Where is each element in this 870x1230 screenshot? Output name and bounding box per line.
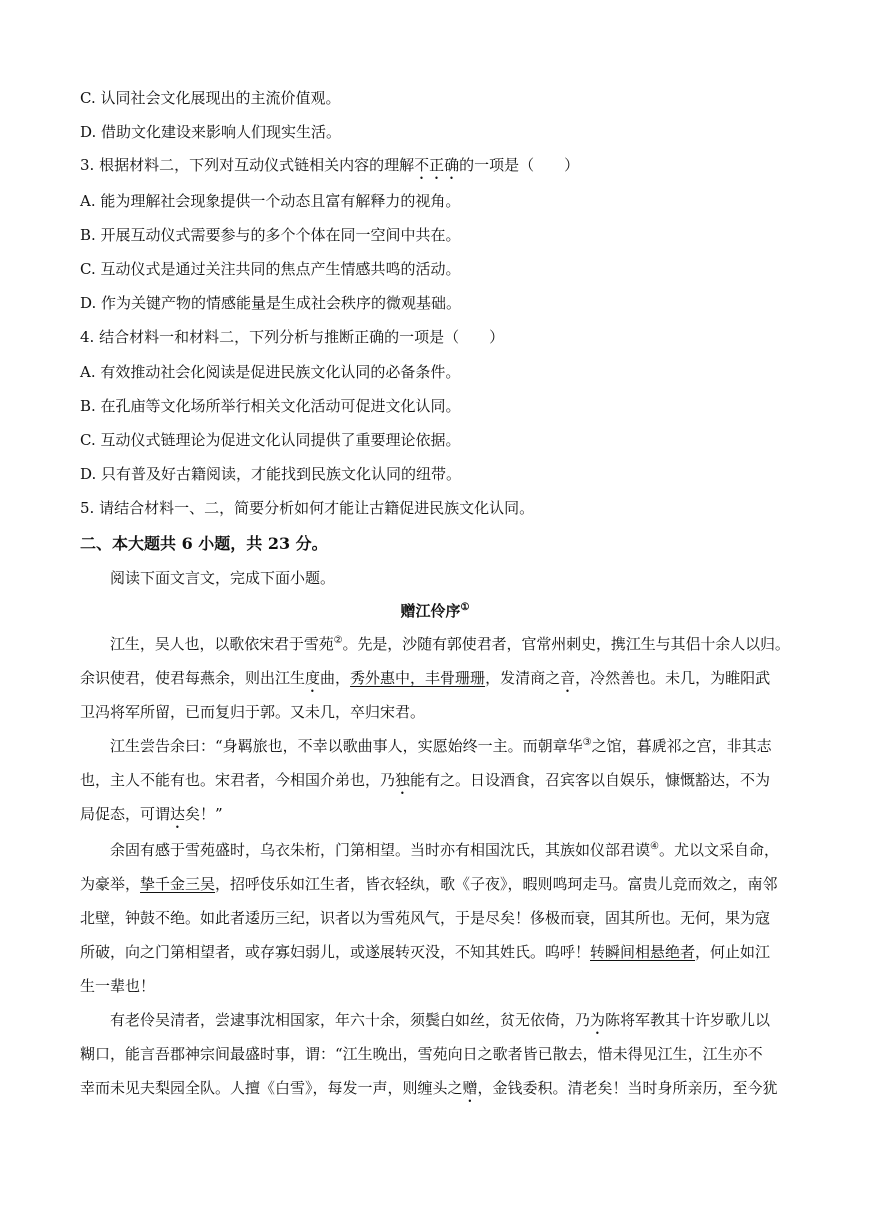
question-4-stem: 4. 结合材料一和材料二，下列分析与推断正确的一项是（ ）: [80, 328, 505, 346]
question-5: 5. 请结合材料一、二，简要分析如何才能让古籍促进民族文化认同。: [80, 499, 535, 517]
emphasis-text: 为: [590, 1011, 606, 1029]
q3-option-b: B. 开展互动仪式需要参与的多个个体在同一空间中共在。: [80, 226, 461, 244]
p3-line3: 北壁，钟鼓不绝。如此者逶历三纪，识者以为雪苑风气，于是尽矣！侈极而衰，固其所也。无何，果为寇: [80, 909, 771, 927]
option-d: D. 借助文化建设来影响人们现实生活。: [80, 123, 342, 141]
instruction: 阅读下面文言文，完成下面小题。: [110, 569, 336, 587]
question-3-stem: [80, 155, 579, 183]
p4-line1: [110, 1010, 770, 1038]
p3-line2: [80, 874, 778, 894]
p4-line2: 糊口，能言吾郡神宗间最盛时事，谓：“江生晚出，雪苑向日之歌者皆已散去，惜未得见江生，江生亦不: [80, 1045, 763, 1063]
underlined-text: 转瞬间相悬绝者: [590, 943, 696, 961]
emphasis-text: 度: [305, 669, 321, 687]
footnote-mark: ①: [460, 602, 470, 613]
text: 有老伶吴清者，尝逮事沈相国家，年六十余，须鬓白如丝，贫无依倚，乃: [110, 1011, 591, 1029]
passage-title: [0, 601, 870, 621]
p4-line3: [80, 1078, 778, 1106]
emphasis-text: 赠: [462, 1079, 478, 1097]
q3-option-a: A. 能为理解社会现象提供一个动态且富有解释力的视角。: [80, 192, 461, 210]
section-heading: 二、本大题共 6 小题，共 23 分。: [80, 534, 328, 553]
stem-text: 的一项是（ ）: [459, 156, 580, 174]
text: 也，主人不能有也。宋君者，今相国介弟也，乃: [80, 771, 396, 789]
stem-text: 3. 根据材料二，下列对互动仪式链相关内容的理解: [80, 156, 415, 174]
q4-option-a: A. 有效推动社会化阅读是促进民族文化认同的必备条件。: [80, 363, 461, 381]
q4-option-b: B. 在孔庙等文化场所举行相关文化活动可促进文化认同。: [80, 397, 461, 415]
p3-line5: 生一辈也！: [80, 977, 156, 995]
text: 。先是，沙随有郭使君者，官常州刺史，携江生与其侣十余人以归。: [342, 635, 790, 653]
q3-option-d: D. 作为关键产物的情感能量是生成社会秩序的微观基础。: [80, 294, 462, 312]
text: 为豪举，: [80, 875, 141, 893]
p3-line4: [80, 942, 770, 962]
p2-line2: [80, 770, 770, 798]
text: ，招呼伎乐如江生者，皆衣轻纨，歌《子夜》，暇则鸣珂走马。富贵儿竞而效之，南邻: [215, 875, 778, 893]
text: 幸而未见夫梨园全队。人擅《白雪》，每发一声，则缠头之: [80, 1079, 463, 1097]
text: 局促态，可谓: [80, 805, 171, 823]
text: 余固有感于雪苑盛时，乌衣朱桁，门第相望。当时亦有相国沈氏，其族如仪部君谟: [110, 841, 651, 859]
q4-option-c: C. 互动仪式链理论为促进文化认同提供了重要理论依据。: [80, 431, 461, 449]
text: 。尤以文采自命，: [658, 841, 779, 859]
option-c: C. 认同社会文化展现出的主流价值观。: [80, 89, 341, 107]
title-text: 赠江伶序: [400, 602, 461, 620]
text: 矣！”: [185, 805, 223, 823]
text: 所破，向之门第相望者，或存寡妇弱儿，或遂展转灭没，不知其姓氏。呜呼！: [80, 943, 591, 961]
text: 江生尝告余曰：“身羁旅也，不幸以歌曲事人，实愿始终一主。而朝章华: [110, 737, 583, 755]
text: ，发清商之: [485, 669, 561, 687]
p1-line2: [80, 668, 770, 696]
text: ，何止如江: [695, 943, 771, 961]
q4-option-d: D. 只有普及好古籍阅读，才能找到民族文化认同的纽带。: [80, 465, 462, 483]
text: ，金钱委积。清老矣！当时身所亲历，至今犹: [477, 1079, 778, 1097]
text: 曲，: [320, 669, 351, 687]
p2-line1: [110, 736, 772, 756]
text: ，冷然善也。未几，为睢阳武: [575, 669, 771, 687]
text: 陈将军教其十许岁歌儿以: [605, 1011, 771, 1029]
p3-line1: [110, 840, 779, 860]
footnote-mark: ④: [650, 841, 659, 852]
emphasis-text: 音: [560, 669, 576, 687]
footnote-mark: ③: [582, 737, 592, 748]
emphasis-text: 不正确: [414, 156, 460, 174]
p2-line3: [80, 804, 223, 832]
text: 江生，吴人也，以歌依宋君于雪苑: [110, 635, 334, 653]
emphasis-text: 独: [395, 771, 411, 789]
p1-line1: [110, 634, 790, 654]
p1-line3: 卫冯将军所留，已而复归于郭。又未几，卒归宋君。: [80, 703, 426, 721]
q3-option-c: C. 互动仪式是通过关注共同的焦点产生情感共鸣的活动。: [80, 260, 461, 278]
text: 之馆，暮虒祁之宫，非其志: [591, 737, 772, 755]
text: 能有之。日设酒食，召宾客以自娱乐，慷慨豁达，不为: [410, 771, 771, 789]
underlined-text: 秀外惠中，丰骨珊珊: [350, 669, 486, 687]
underlined-text: 挚千金三吴: [140, 875, 216, 893]
emphasis-text: 达: [170, 805, 186, 823]
text: 余识使君，使君每燕余，则出江生: [80, 669, 306, 687]
footnote-mark: ②: [333, 635, 343, 646]
